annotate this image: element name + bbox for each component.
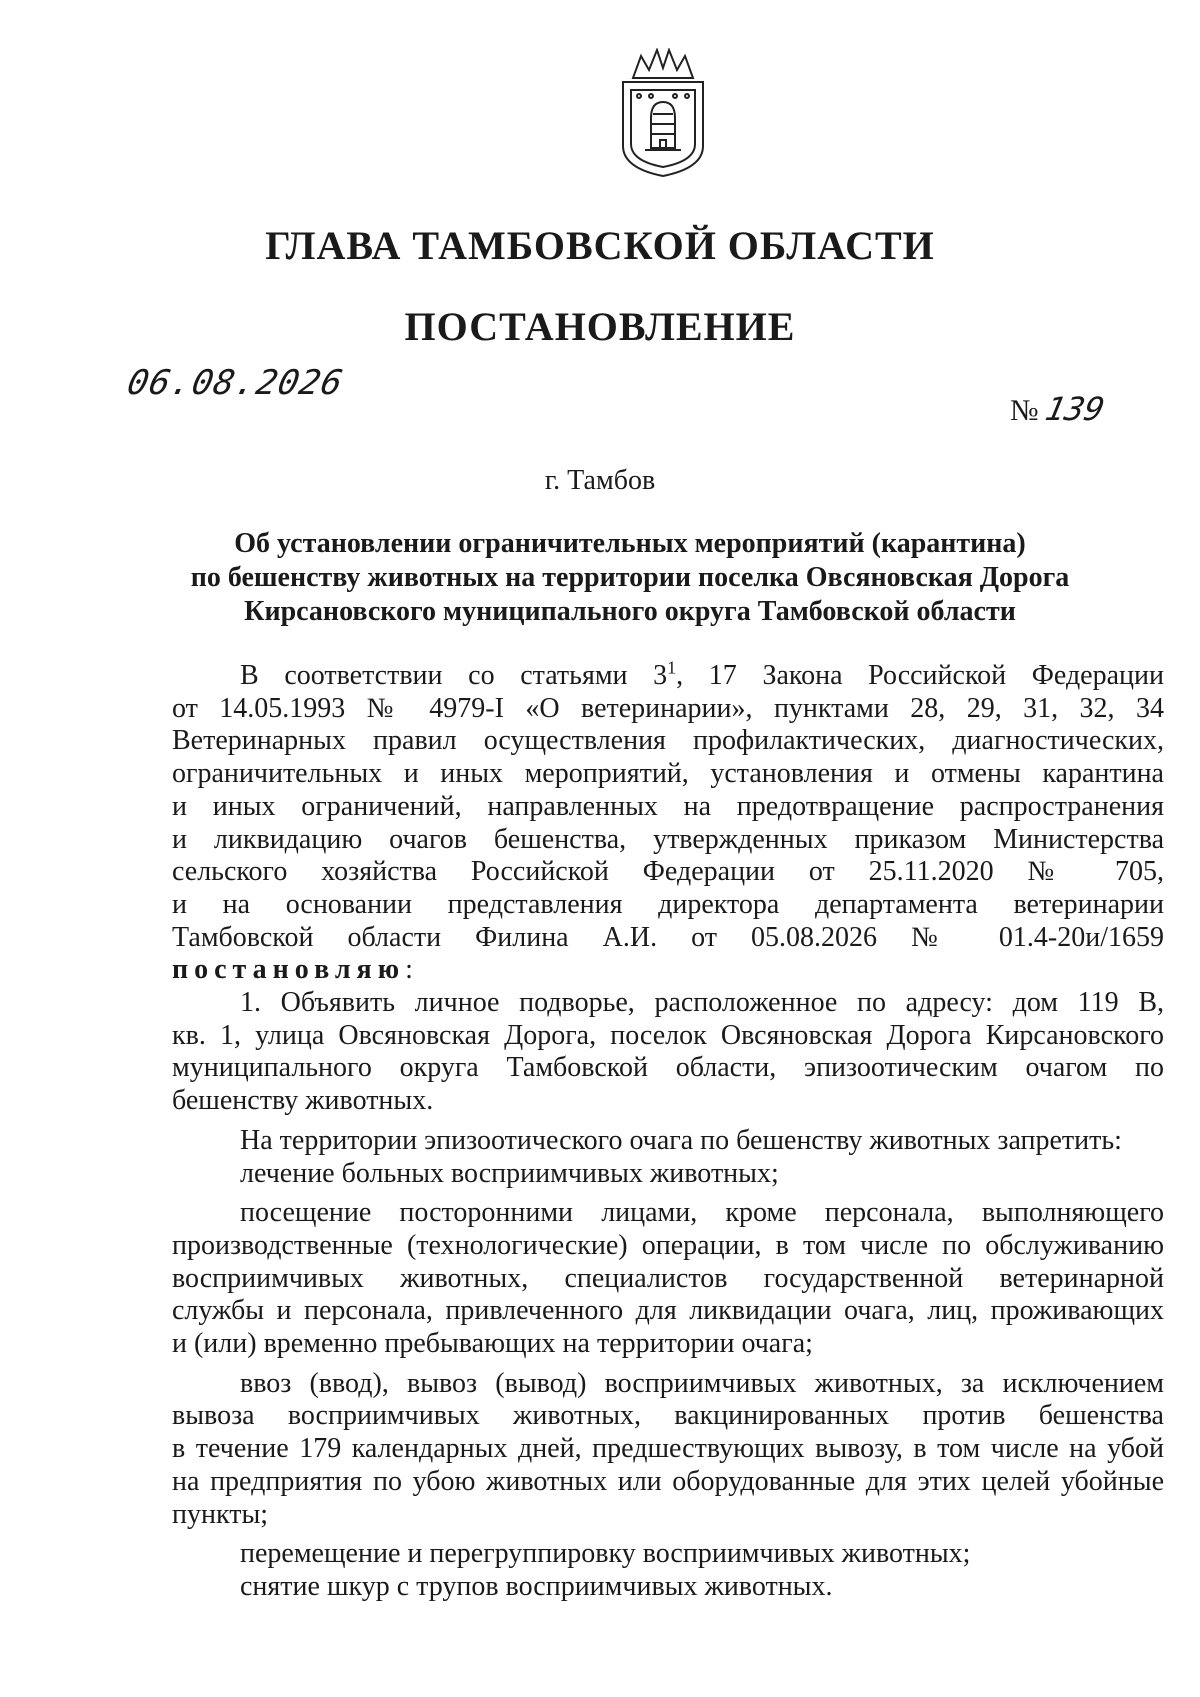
body-line: Тамбовской области Филина А.И. от 05.08.2026 № 01.4-20и/1659: [172, 921, 1164, 953]
document-date: 06.08.2026: [123, 363, 347, 403]
document-body: [172, 657, 1164, 1604]
number-label: №: [1010, 394, 1039, 427]
item-1: [172, 987, 1164, 1118]
body-line: лечение больных восприимчивых животных;: [240, 1157, 779, 1189]
body-line: ограничительных и иных мероприятий, установления и отмены карантина: [172, 758, 1164, 790]
body-line: и ликвидацию очагов бешенства, утвержденных приказом Министерства: [172, 823, 1164, 855]
body-line: в течение 179 календарных дней, предшествующих вывозу, в том числе на убой: [172, 1433, 1164, 1465]
document-number: [1010, 390, 1108, 428]
body-line: пункты;: [172, 1498, 269, 1530]
body-line: на предприятия по убою животных или оборудованные для этих целей убойные: [172, 1465, 1164, 1497]
number-value: 139: [1042, 390, 1108, 428]
heading-line: по бешенству животных на территории поселка Овсяновская Дорога: [190, 562, 1070, 593]
body-line: В соответствии со статьями $3^1$, 17 Закона Российской Федерации: [240, 657, 1164, 691]
body-line: Ветеринарных правил осуществления профилактических, диагностических,: [172, 725, 1164, 757]
body-line: и на основании представления директора департамента ветеринарии: [172, 888, 1164, 920]
body-line: муниципального округа Тамбовской области, эпизоотическим очагом по: [172, 1052, 1164, 1084]
body-line: бешенству животных.: [172, 1085, 434, 1117]
body-line: вывоза восприимчивых животных, вакцинированных против бешенства: [172, 1400, 1164, 1432]
heading-line: Об установлении ограничительных мероприятий (карантина): [234, 528, 1026, 559]
body-line: перемещение и перегруппировку восприимчивых животных;: [240, 1538, 971, 1570]
body-line: восприимчивых животных, специалистов государственной ветеринарной: [172, 1262, 1164, 1294]
body-line: кв. 1, улица Овсяновская Дорога, поселок Овсяновская Дорога Кирсановского: [172, 1019, 1164, 1051]
body-line: службы и персонала, привлеченного для ликвидации очага, лиц, проживающих: [172, 1295, 1164, 1327]
body-line: и (или) временно пребывающих на территории очага;: [172, 1328, 813, 1360]
body-line: и иных ограничений, направленных на предотвращение распространения: [172, 790, 1164, 822]
body-line: 1. Объявить личное подворье, расположенное по адресу: дом 119 В,: [240, 987, 1164, 1019]
document-type: ПОСТАНОВЛЕНИЕ: [404, 304, 796, 349]
body-line: производственные (технологические) операции, в том числе по обслуживанию: [172, 1229, 1164, 1261]
body-line: На территории эпизоотического очага по бешенству животных запретить:: [240, 1124, 1122, 1156]
document-heading: [120, 527, 1140, 629]
body-line: ввоз (ввод), вывоз (вывод) восприимчивых животных, за исключением: [240, 1367, 1164, 1399]
city: г. Тамбов: [544, 465, 656, 496]
org-title: ГЛАВА ТАМБОВСКОЙ ОБЛАСТИ: [265, 223, 935, 268]
prohibitions: [172, 1125, 1164, 1604]
preamble: [172, 657, 1164, 987]
body-line: посещение посторонними лицами, кроме персонала, выполняющего: [240, 1197, 1164, 1229]
body-line: сельского хозяйства Российской Федерации от 25.11.2020 № 705,: [172, 856, 1164, 888]
tambov-coat-of-arms: [611, 48, 715, 178]
decree-word: постановляю:: [172, 954, 413, 986]
body-line: от 14.05.1993 № 4979-I «О ветеринарии», пунктами 28, 29, 31, 32, 34: [172, 692, 1164, 724]
heading-line: Кирсановского муниципального округа Тамбовской области: [244, 596, 1016, 627]
body-line: снятие шкур с трупов восприимчивых животных.: [240, 1570, 833, 1602]
